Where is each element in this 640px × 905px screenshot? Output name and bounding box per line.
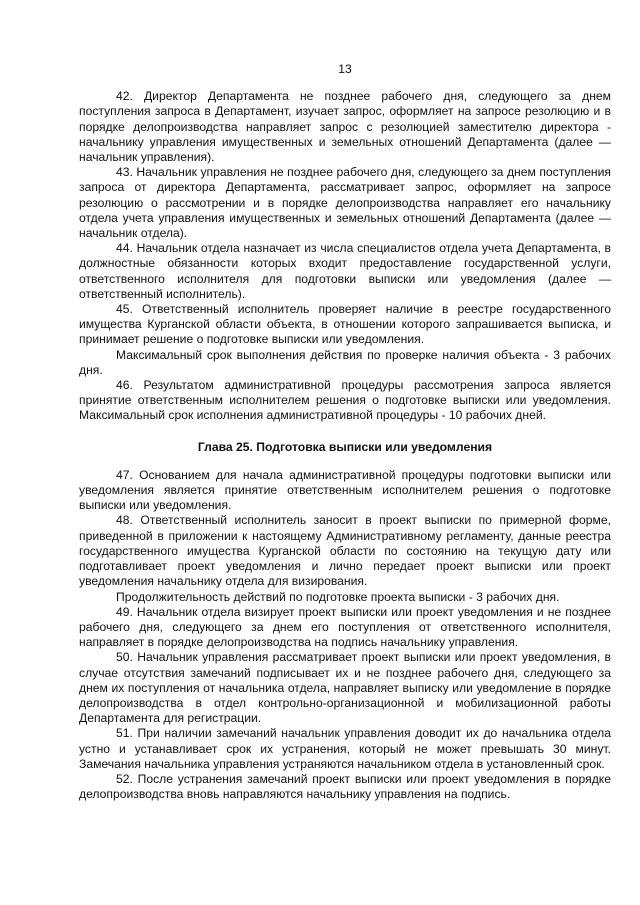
paragraph-48: 48. Ответственный исполнитель заносит в проект выписки по примерной форме, приведенной в приложении к настоящему Административному регламенту, данные реестра государственного имущества Курганской области по состоянию на текущую дату или подготавливает проект уведомления и лично передает проект выписки или проект уведомления начальнику отдела для визирования. — [79, 513, 611, 589]
paragraph-47: 47. Основанием для начала административной процедуры подготовки выписки или уведомления является принятие ответственным исполнителем решения о подготовке выписки или уведомления. — [79, 467, 611, 513]
paragraph-48-duration: Продолжительность действий по подготовке проекта выписки - 3 рабочих дня. — [116, 589, 560, 604]
paragraph-49: 49. Начальник отдела визирует проект выписки или проект уведомления и не позднее рабочего дня, следующего за днем его поступления от ответственного исполнителя, направляет в порядке делопроизводства на подпись начальнику управления. — [79, 604, 611, 650]
paragraph-45-deadline: Максимальный срок выполнения действия по проверке наличия объекта - 3 рабочих дня. — [79, 347, 611, 377]
paragraph-50: 50. Начальник управления рассматривает проект выписки или проект уведомления, в случае отсутствия замечаний подписывает их и не позднее рабочего дня, следующего за днем их поступления от начальника отдела, направляет выписку или уведомление в порядке делопроизводства в отдел контрольно-организационной и мобилизационной работы Департамента для регистрации. — [79, 650, 611, 726]
chapter-heading: Глава 25. Подготовка выписки или уведомления — [197, 439, 493, 454]
page-number: 13 — [338, 62, 352, 76]
paragraph-51: 51. При наличии замечаний начальник управления доводит их до начальника отдела устно и устанавливает срок их устранения, который не может превышать 30 минут. Замечания начальника управления устраняются начальником отдела в установленный срок. — [79, 726, 611, 771]
paragraph-43: 43. Начальник управления не позднее рабочего дня, следующего за днем поступления запроса от директора Департамента, рассматривает запрос, оформляет на запросе резолюцию о рассмотрении и в порядке делопроизводства направляет его начальнику отдела учета управления имущественных и земельных отношений Департамента (далее — начальник отдела). — [79, 165, 611, 241]
paragraph-42: 42. Директор Департамента не позднее рабочего дня, следующего за днем поступления запроса в Департамент, изучает запрос, оформляет на запросе резолюцию и в порядке делопроизводства направляет запрос с резолюцией заместителю директора - начальнику управления имущественных и земельных отношений Департамента (далее — начальник управления). — [79, 89, 611, 165]
paragraph-44: 44. Начальник отдела назначает из числа специалистов отдела учета Департамента, в должностные обязанности которых входит предоставление государственной услуги, ответственного исполнителя для подготовки выписки или уведомления (далее — ответственный исполнитель). — [79, 241, 611, 301]
paragraph-52: 52. После устранения замечаний проект выписки или проект уведомления в порядке делопроизводства вновь направляются начальнику управления на подпись. — [79, 771, 611, 802]
paragraph-46: 46. Результатом административной процедуры рассмотрения запроса является принятие ответственным исполнителем решения о подготовке выписки или уведомления. Максимальный срок исполнения административной процедуры - 10 рабочих дней. — [79, 378, 611, 423]
paragraph-45: 45. Ответственный исполнитель проверяет наличие в реестре государственного имущества Курганской области объекта, в отношении которого запрашивается выписка, и принимает решение о подготовке выписки или уведомления. — [79, 302, 611, 347]
